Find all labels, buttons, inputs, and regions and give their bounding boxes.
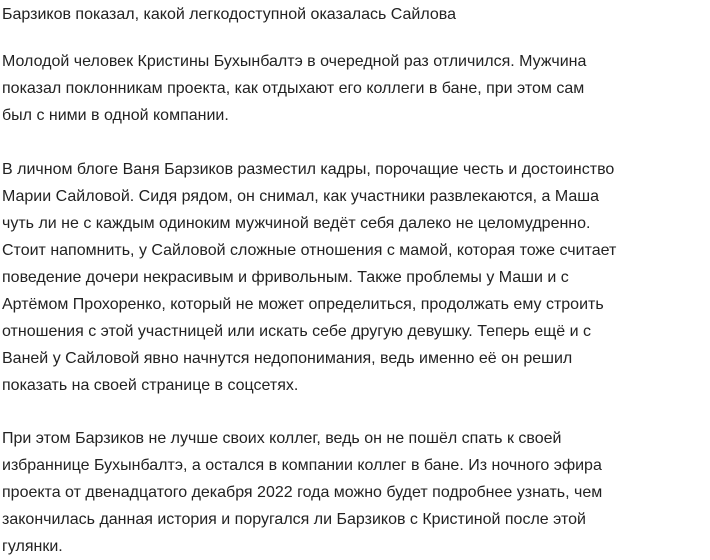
- article-paragraph-3: [2, 425, 704, 560]
- paragraph-line: Марии Сайловой. Сидя рядом, он снимал, как участники развлекаются, а Маша: [2, 188, 599, 205]
- paragraph-line: При этом Барзиков не лучше своих коллег, ведь он не пошёл спать к своей: [2, 430, 562, 447]
- paragraph-line: закончилась данная история и поругался ли Барзиков с Кристиной после этой: [2, 511, 586, 528]
- paragraph-line: проекта от двенадцатого декабря 2022 года можно будет подробнее узнать, чем: [2, 484, 603, 501]
- paragraph-line: отношения с этой участницей или искать себе другую девушку. Теперь ещё и с: [2, 323, 591, 340]
- paragraph-line: чуть ли не с каждым одиноким мужчиной ведёт себя далеко не целомудренно.: [2, 215, 591, 232]
- paragraph-line: поведение дочери некрасивым и фривольным. Также проблемы у Маши и с: [2, 269, 569, 286]
- paragraph-line: Молодой человек Кристины Бухынбалтэ в очередной раз отличился. Мужчина: [2, 53, 587, 70]
- article-paragraph-2: [2, 156, 704, 399]
- paragraph-line: показать на своей странице в соцсетях.: [2, 377, 299, 394]
- paragraph-line: гулянки.: [2, 538, 63, 555]
- paragraph-line: Стоит напомнить, у Сайловой сложные отношения с мамой, которая тоже считает: [2, 242, 617, 259]
- article-headline: Барзиков показал, какой легкодоступной оказалась Сайлова: [2, 6, 456, 23]
- paragraph-line: Ваней у Сайловой явно начнутся недопонимания, ведь именно её он решил: [2, 350, 573, 367]
- paragraph-line: избраннице Бухынбалтэ, а остался в компании коллег в бане. Из ночного эфира: [2, 457, 602, 474]
- article-paragraph-1: [2, 48, 704, 129]
- paragraph-line: Артёмом Прохоренко, который не может определиться, продолжать ему строить: [2, 296, 604, 313]
- paragraph-line: показал поклонникам проекта, как отдыхают его коллеги в бане, при этом сам: [2, 80, 585, 97]
- paragraph-line: В личном блоге Ваня Барзиков разместил кадры, порочащие честь и достоинство: [2, 161, 615, 178]
- paragraph-line: был с ними в одной компании.: [2, 107, 229, 124]
